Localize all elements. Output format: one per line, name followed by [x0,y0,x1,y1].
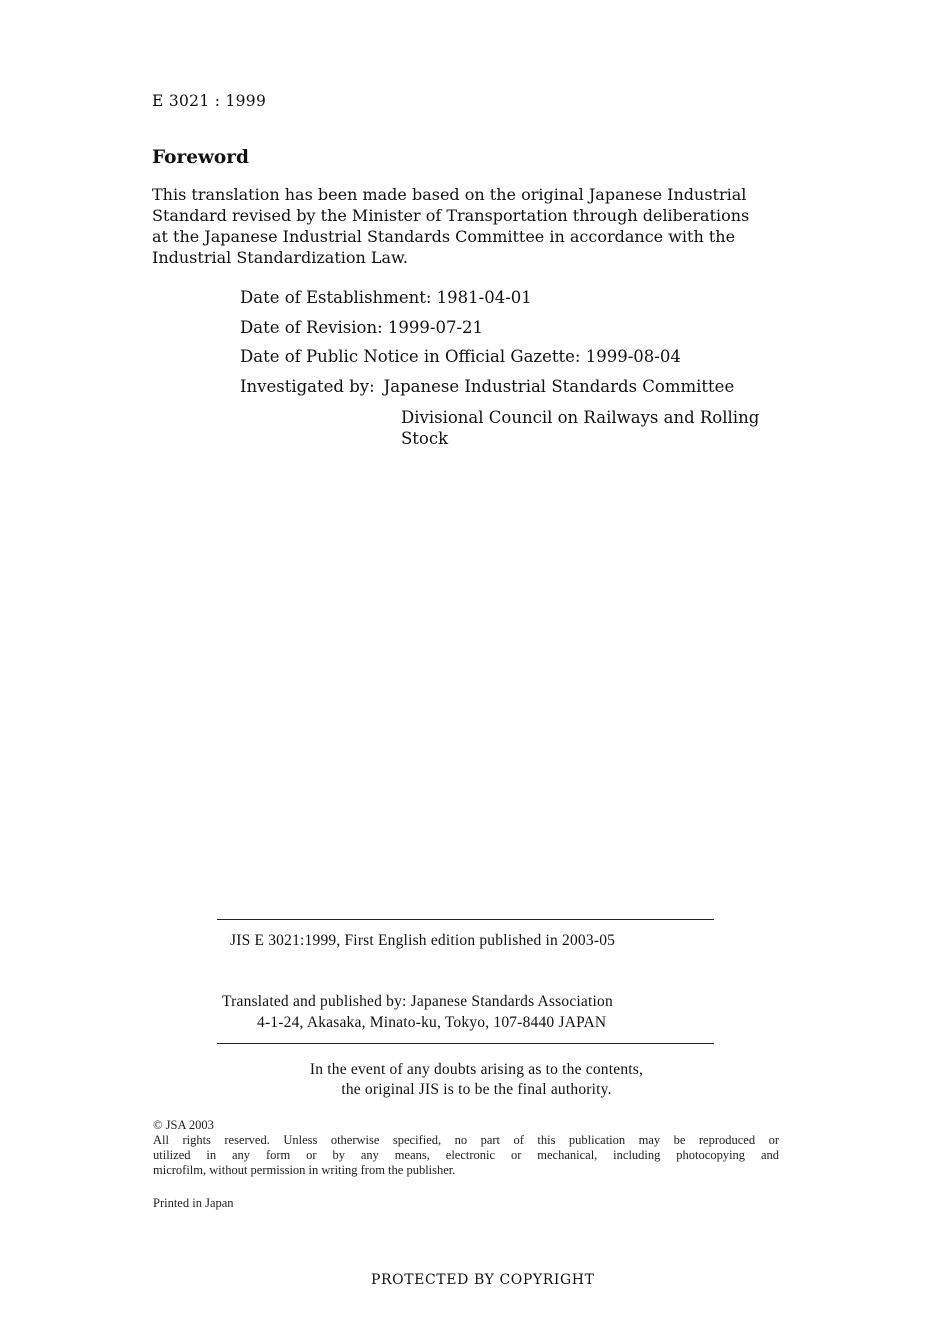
authority-line: the original JIS is to be the final authority. [341,1081,612,1098]
date-of-public-notice: Date of Public Notice in Official Gazette: 1999-08-04 [240,347,681,366]
foreword-line: at the Japanese Industrial Standards Committee in accordance with the [152,227,736,246]
rights-line: utilized in any form or by any means, electronic or mechanical, including photocopying and [153,1148,779,1162]
printed-in: Printed in Japan [153,1196,234,1210]
edition-info: JIS E 3021:1999, First English edition published in 2003-05 [230,932,616,949]
copyright-line: © JSA 2003 [153,1118,214,1132]
publisher-block [222,991,613,1033]
foreword-line: Industrial Standardization Law. [152,248,408,267]
divisional-council [401,407,759,449]
rights-line: All rights reserved. Unless otherwise specified, no part of this publication may be reproduced or [153,1133,779,1147]
foreword-line: This translation has been made based on the original Japanese Industrial [152,185,747,204]
council-line: Stock [401,429,449,448]
authority-note [217,1060,736,1100]
divider-top [217,919,714,920]
foreword-title: Foreword [152,147,249,168]
investigated-by-value: Japanese Industrial Standards Committee [383,377,735,396]
publisher-line: Translated and published by: Japanese Standards Association [222,993,613,1010]
authority-line: In the event of any doubts arising as to the contents, [309,1061,644,1078]
council-line: Divisional Council on Railways and Rolling [401,408,760,427]
publisher-address: 4-1-24, Akasaka, Minato-ku, Tokyo, 107-8440 JAPAN [257,1014,607,1031]
document-code: E 3021 : 1999 [152,92,267,110]
copyright-footer: PROTECTED BY COPYRIGHT [371,1272,595,1288]
investigated-by [240,377,734,396]
investigated-by-label: Investigated by: [240,377,375,396]
date-of-establishment: Date of Establishment: 1981-04-01 [240,288,532,307]
divider-bottom [217,1043,714,1044]
date-of-revision: Date of Revision: 1999-07-21 [240,318,484,337]
rights-line: microfilm, without permission in writing from the publisher. [153,1163,456,1177]
foreword-paragraph [152,184,749,268]
foreword-line: Standard revised by the Minister of Transportation through deliberations [152,206,750,225]
legal-notice [153,1118,779,1178]
